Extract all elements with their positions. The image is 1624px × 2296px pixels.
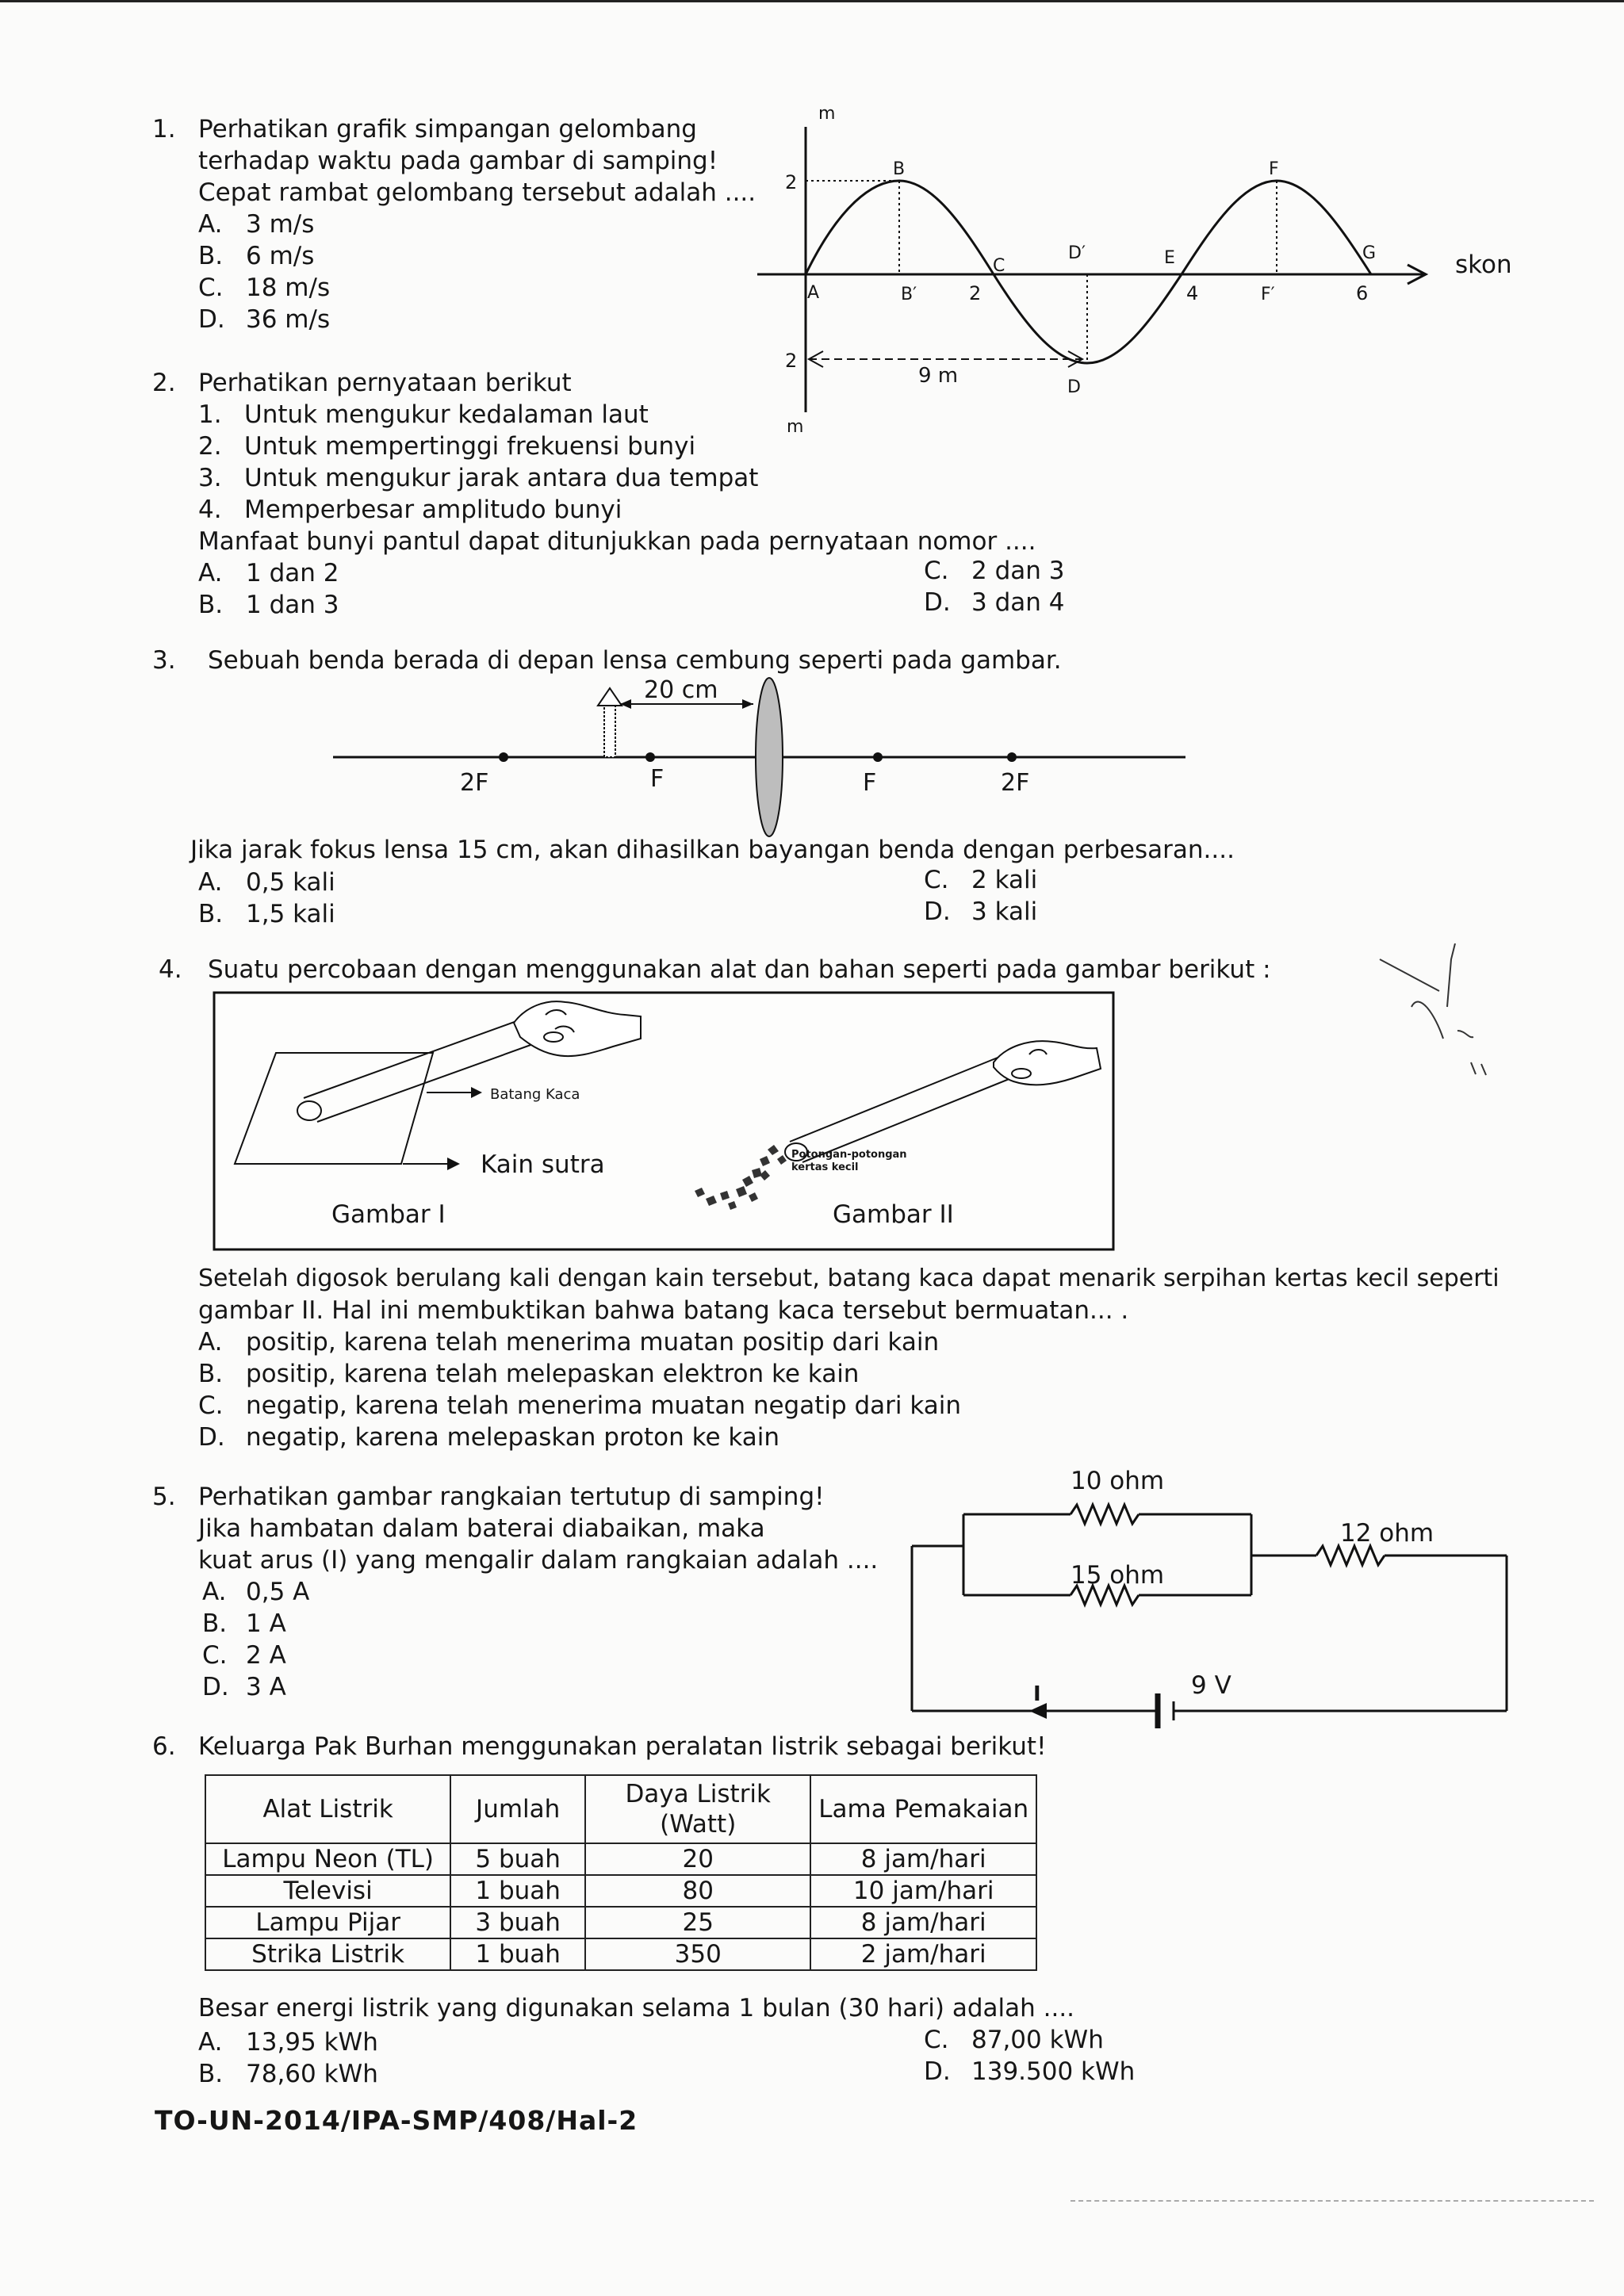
q5-number: 5. (152, 1483, 176, 1511)
q3-option-c-letter: C. (924, 866, 949, 894)
bottom-scan-line (1071, 2200, 1594, 2202)
point-f-prime: F′ (1261, 285, 1275, 304)
q5-option-c-text: 2 A (246, 1641, 286, 1670)
header-daya: Daya Listrik (Watt) (585, 1775, 810, 1843)
x-tick-6: 6 (1356, 282, 1369, 304)
q1-option-c-text: 18 m/s (246, 274, 331, 302)
q4-option-a-text: positip, karena telah menerima muatan positip dari kain (246, 1328, 940, 1357)
y-unit-bottom: m (787, 417, 804, 437)
paper-label-2: kertas kecil (791, 1161, 859, 1173)
q5-option-d-text: 3 A (246, 1673, 286, 1701)
q2-statement-3: Untuk mengukur jarak antara dua tempat (244, 464, 759, 492)
q4-intro: Suatu percobaan dengan menggunakan alat dan bahan seperti pada gambar berikut : (208, 955, 1271, 984)
q2-statement-3-n: 3. (198, 464, 222, 492)
q1-number: 1. (152, 115, 176, 144)
q2-option-b-letter: B. (198, 591, 224, 619)
q6-option-b-text: 78,60 kWh (246, 2060, 378, 2088)
caption-gambar-1: Gambar I (331, 1200, 446, 1229)
q3-option-b-letter: B. (198, 900, 224, 928)
q5-option-b-text: 1 A (246, 1609, 286, 1638)
lens-diagram (325, 666, 1197, 840)
point-b: B (893, 159, 906, 179)
distance-label: 9 m (918, 364, 959, 388)
pencil-marks (1364, 943, 1491, 1102)
point-d-prime: D′ (1068, 243, 1086, 263)
circuit-diagram (896, 1459, 1530, 1728)
distance-20cm: 20 cm (644, 676, 718, 704)
q1-line-1: Perhatikan grafik simpangan gelombang (198, 115, 697, 144)
point-d: D (1067, 377, 1081, 397)
q6-option-c-text: 87,00 kWh (971, 2026, 1104, 2054)
q6-option-b-letter: B. (198, 2060, 224, 2088)
q6-option-d-letter: D. (924, 2057, 951, 2086)
q6-option-a-letter: A. (198, 2028, 223, 2057)
q1-option-b-letter: B. (198, 242, 224, 270)
q4-option-a-letter: A. (198, 1328, 223, 1357)
q5-option-a-letter: A. (202, 1578, 227, 1606)
q5-line-1: Perhatikan gambar rangkaian tertutup di samping! (198, 1483, 825, 1511)
q2-option-d-text: 3 dan 4 (971, 588, 1065, 617)
current-label: I (1033, 1682, 1041, 1706)
q5-option-a-text: 0,5 A (246, 1578, 310, 1606)
q4-option-c-letter: C. (198, 1391, 224, 1420)
q4-option-c-text: negatip, karena telah menerima muatan negatip dari kain (246, 1391, 962, 1420)
q1-option-a-text: 3 m/s (246, 210, 315, 239)
r3-label: 12 ohm (1340, 1519, 1434, 1548)
q5-line-2: Jika hambatan dalam baterai diabaikan, maka (198, 1514, 765, 1543)
q5-option-b-letter: B. (202, 1609, 228, 1638)
table-header-row (205, 1775, 1036, 1843)
q1-option-b-text: 6 m/s (246, 242, 315, 270)
point-f: F (1269, 159, 1279, 179)
q2-option-c-letter: C. (924, 557, 949, 585)
table-row: Lampu Neon (TL) 5 buah 20 8 jam/hari (205, 1843, 1036, 1875)
x-tick-4: 4 (1186, 282, 1199, 304)
point-b-prime: B′ (901, 285, 917, 304)
label-f-right: F (863, 769, 877, 797)
q5-option-d-letter: D. (202, 1673, 229, 1701)
y-unit-top: m (818, 104, 836, 124)
header-alat: Alat Listrik (205, 1775, 450, 1843)
table-row: Lampu Pijar 3 buah 25 8 jam/hari (205, 1907, 1036, 1938)
label-2f-right: 2F (1001, 769, 1030, 797)
cloth-label: Kain sutra (481, 1150, 605, 1179)
r2-label: 15 ohm (1071, 1561, 1165, 1590)
q1-line-3: Cepat rambat gelombang tersebut adalah .... (198, 178, 756, 207)
x-axis-label: skon (1455, 251, 1512, 279)
q5-option-c-letter: C. (202, 1641, 228, 1670)
q3-question: Jika jarak fokus lensa 15 cm, akan dihasilkan bayangan benda dengan perbesaran.... (190, 836, 1235, 864)
rod-label: Batang Kaca (490, 1086, 580, 1103)
q2-option-a-letter: A. (198, 559, 223, 587)
battery-label: 9 V (1191, 1671, 1231, 1700)
point-e: E (1164, 248, 1175, 268)
label-f-left: F (650, 765, 665, 793)
table-row: Televisi 1 buah 80 10 jam/hari (205, 1875, 1036, 1907)
convex-lens (756, 678, 783, 836)
q6-option-c-letter: C. (924, 2026, 949, 2054)
q2-statement-1: Untuk mengukur kedalaman laut (244, 400, 649, 429)
q2-intro: Perhatikan pernyataan berikut (198, 369, 572, 397)
q3-option-a-letter: A. (198, 868, 223, 897)
q2-number: 2. (152, 369, 176, 397)
q2-option-b-text: 1 dan 3 (246, 591, 339, 619)
q4-option-b-letter: B. (198, 1360, 224, 1388)
y-bottom-value: 2 (785, 350, 798, 372)
q1-line-2: terhadap waktu pada gambar di samping! (198, 147, 718, 175)
x-tick-2: 2 (969, 282, 982, 304)
q4-option-b-text: positip, karena telah melepaskan elektron ke kain (246, 1360, 860, 1388)
appliance-table (205, 1774, 1037, 1971)
point-c: C (993, 256, 1005, 276)
caption-gambar-2: Gambar II (833, 1200, 954, 1229)
q5-line-3: kuat arus (I) yang mengalir dalam rangkaian adalah .... (198, 1546, 879, 1575)
q6-question: Besar energi listrik yang digunakan selama 1 bulan (30 hari) adalah .... (198, 1994, 1075, 2022)
q2-option-d-letter: D. (924, 588, 951, 617)
page-footer: TO-UN-2014/IPA-SMP/408/Hal-2 (155, 2105, 638, 2136)
header-jumlah: Jumlah (450, 1775, 585, 1843)
q2-statement-1-n: 1. (198, 400, 222, 429)
point-a: A (807, 283, 820, 303)
q2-option-c-text: 2 dan 3 (971, 557, 1065, 585)
q6-option-d-text: 139.500 kWh (971, 2057, 1136, 2086)
q4-option-d-letter: D. (198, 1423, 225, 1452)
q4-line-1: Setelah digosok berulang kali dengan kain tersebut, batang kaca dapat menarik serpihan kertas kecil seperti (198, 1265, 1500, 1292)
q2-statement-4-n: 4. (198, 496, 222, 524)
q6-number: 6. (152, 1732, 176, 1761)
top-scan-line (0, 0, 1624, 2)
q2-statement-2: Untuk mempertinggi frekuensi bunyi (244, 432, 696, 461)
experiment-figure (213, 991, 1116, 1253)
wave-curve (806, 181, 1371, 363)
q4-option-d-text: negatip, karena melepaskan proton ke kain (246, 1423, 780, 1452)
q3-option-c-text: 2 kali (971, 866, 1038, 894)
q1-option-a-letter: A. (198, 210, 223, 239)
label-2f-left: 2F (460, 769, 489, 797)
q2-option-a-text: 1 dan 2 (246, 559, 339, 587)
q2-question: Manfaat bunyi pantul dapat ditunjukkan pada pernyataan nomor .... (198, 527, 1036, 556)
q3-option-d-letter: D. (924, 897, 951, 926)
q3-option-d-text: 3 kali (971, 897, 1038, 926)
q6-intro: Keluarga Pak Burhan menggunakan peralatan listrik sebagai berikut! (198, 1732, 1047, 1761)
wave-graph (745, 95, 1554, 444)
object-arrow (604, 704, 615, 757)
q3-option-b-text: 1,5 kali (246, 900, 335, 928)
q3-option-a-text: 0,5 kali (246, 868, 335, 897)
point-g: G (1362, 243, 1377, 263)
header-lama: Lama Pemakaian (810, 1775, 1036, 1843)
q1-option-d-text: 36 m/s (246, 305, 331, 334)
q4-number: 4. (159, 955, 182, 984)
q1-option-c-letter: C. (198, 274, 224, 302)
q1-option-d-letter: D. (198, 305, 225, 334)
y-top-value: 2 (785, 171, 798, 193)
q4-line-2: gambar II. Hal ini membuktikan bahwa batang kaca tersebut bermuatan... . (198, 1296, 1129, 1325)
table-row: Strika Listrik 1 buah 350 2 jam/hari (205, 1938, 1036, 1970)
q2-statement-2-n: 2. (198, 432, 222, 461)
r1-label: 10 ohm (1071, 1467, 1165, 1495)
q6-option-a-text: 13,95 kWh (246, 2028, 378, 2057)
q2-statement-4: Memperbesar amplitudo bunyi (244, 496, 622, 524)
resistor-10-ohm (1071, 1505, 1139, 1524)
paper-label-1: Potongan-potongan (791, 1149, 907, 1161)
q3-number: 3. (152, 646, 176, 675)
resistor-12-ohm (1316, 1546, 1385, 1565)
q3-intro: Sebuah benda berada di depan lensa cembung seperti pada gambar. (208, 646, 1062, 675)
